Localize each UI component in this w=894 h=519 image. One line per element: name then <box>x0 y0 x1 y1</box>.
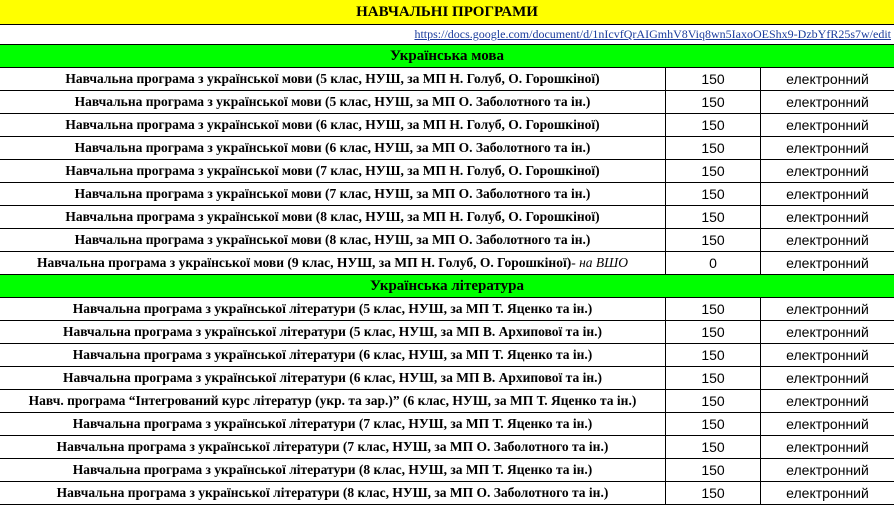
program-name-cell[interactable] <box>0 436 666 459</box>
table-row <box>0 367 894 390</box>
program-name-cell[interactable] <box>0 252 666 275</box>
table-row <box>0 206 894 229</box>
quantity-cell[interactable]: 150 <box>666 344 761 367</box>
quantity-cell[interactable]: 150 <box>666 160 761 183</box>
program-name: Навчальна програма з української мови (6 клас, НУШ, за МП О. Заболотного та ін.) <box>74 140 591 155</box>
program-name-cell[interactable] <box>0 413 666 436</box>
program-name: Навчальна програма з української мови (8 клас, НУШ, за МП О. Заболотного та ін.) <box>74 232 591 247</box>
format-cell[interactable]: електронний <box>761 206 894 229</box>
program-name-cell[interactable] <box>0 459 666 482</box>
quantity-cell[interactable]: 0 <box>666 252 761 275</box>
format-cell[interactable]: електронний <box>761 68 894 91</box>
program-name-cell[interactable] <box>0 298 666 321</box>
format-cell[interactable]: електронний <box>761 183 894 206</box>
format-cell[interactable]: електронний <box>761 137 894 160</box>
document-link[interactable]: https://docs.google.com/document/d/1nIcvfQrAIGmhV8Viq8wn5IaxoOEShx9-DzbYfR25s7w/edit <box>0 25 894 45</box>
program-name-cell[interactable] <box>0 482 666 505</box>
quantity-cell[interactable]: 150 <box>666 137 761 160</box>
format-cell[interactable]: електронний <box>761 367 894 390</box>
program-name: Навч. програма “Інтегрований курс літератур (укр. та зар.)” (6 клас, НУШ, за МП Т. Яценко та ін.) <box>28 393 637 408</box>
table-row <box>0 160 894 183</box>
program-name: Навчальна програма з української літератури (8 клас, НУШ, за МП О. Заболотного та ін.) <box>56 485 609 500</box>
table-row <box>0 321 894 344</box>
table-row <box>0 390 894 413</box>
program-name-cell[interactable] <box>0 183 666 206</box>
program-name: Навчальна програма з української мови (7 клас, НУШ, за МП Н. Голуб, О. Горошкіної) <box>65 163 600 178</box>
title-row <box>0 0 894 25</box>
format-cell[interactable]: електронний <box>761 298 894 321</box>
program-name-cell[interactable] <box>0 344 666 367</box>
table-row <box>0 413 894 436</box>
program-name-cell[interactable] <box>0 229 666 252</box>
table-row <box>0 137 894 160</box>
program-name: Навчальна програма з української літератури (5 клас, НУШ, за МП Т. Яценко та ін.) <box>72 301 593 316</box>
format-cell[interactable]: електронний <box>761 413 894 436</box>
program-name: Навчальна програма з української мови (9 клас, НУШ, за МП Н. Голуб, О. Горошкіної) <box>36 255 572 270</box>
quantity-cell[interactable]: 150 <box>666 459 761 482</box>
format-cell[interactable]: електронний <box>761 91 894 114</box>
format-cell[interactable]: електронний <box>761 114 894 137</box>
quantity-cell[interactable]: 150 <box>666 390 761 413</box>
quantity-cell[interactable]: 150 <box>666 321 761 344</box>
format-cell[interactable]: електронний <box>761 160 894 183</box>
section-title: Українська мова <box>0 45 894 68</box>
table-row <box>0 114 894 137</box>
program-name-cell[interactable] <box>0 114 666 137</box>
program-name-cell[interactable] <box>0 68 666 91</box>
program-name: Навчальна програма з української літератури (5 клас, НУШ, за МП В. Архипової та ін.) <box>63 324 602 339</box>
program-name-cell[interactable] <box>0 206 666 229</box>
format-cell[interactable]: електронний <box>761 252 894 275</box>
program-name: Навчальна програма з української літератури (8 клас, НУШ, за МП Т. Яценко та ін.) <box>72 462 593 477</box>
table-row <box>0 229 894 252</box>
quantity-cell[interactable]: 150 <box>666 413 761 436</box>
program-name: Навчальна програма з української мови (5 клас, НУШ, за МП О. Заболотного та ін.) <box>74 94 591 109</box>
program-name: Навчальна програма з української мови (8 клас, НУШ, за МП Н. Голуб, О. Горошкіної) <box>65 209 600 224</box>
program-name-cell[interactable] <box>0 321 666 344</box>
format-cell[interactable]: електронний <box>761 229 894 252</box>
quantity-cell[interactable]: 150 <box>666 367 761 390</box>
table-row <box>0 252 894 275</box>
section-title: Українська література <box>0 275 894 298</box>
program-name: Навчальна програма з української мови (5 клас, НУШ, за МП Н. Голуб, О. Горошкіної) <box>65 71 600 86</box>
quantity-cell[interactable]: 150 <box>666 229 761 252</box>
quantity-cell[interactable]: 150 <box>666 298 761 321</box>
quantity-cell[interactable]: 150 <box>666 436 761 459</box>
program-name-cell[interactable] <box>0 160 666 183</box>
format-cell[interactable]: електронний <box>761 321 894 344</box>
program-name: Навчальна програма з української мови (7 клас, НУШ, за МП О. Заболотного та ін.) <box>74 186 591 201</box>
program-name: Навчальна програма з української мови (6 клас, НУШ, за МП Н. Голуб, О. Горошкіної) <box>65 117 600 132</box>
program-name: Навчальна програма з української літератури (7 клас, НУШ, за МП Т. Яценко та ін.) <box>72 416 593 431</box>
link-row <box>0 25 894 45</box>
program-name: Навчальна програма з української літератури (7 клас, НУШ, за МП О. Заболотного та ін.) <box>56 439 609 454</box>
quantity-cell[interactable]: 150 <box>666 91 761 114</box>
program-name: Навчальна програма з української літератури (6 клас, НУШ, за МП В. Архипової та ін.) <box>63 370 602 385</box>
section-header-row <box>0 45 894 68</box>
page-title: НАВЧАЛЬНІ ПРОГРАМИ <box>0 0 894 25</box>
program-note: - на ВШО <box>571 255 628 270</box>
quantity-cell[interactable]: 150 <box>666 482 761 505</box>
table-row <box>0 344 894 367</box>
program-name-cell[interactable] <box>0 367 666 390</box>
table-row <box>0 459 894 482</box>
program-name-cell[interactable] <box>0 137 666 160</box>
table-row <box>0 68 894 91</box>
section-header-row <box>0 275 894 298</box>
format-cell[interactable]: електронний <box>761 459 894 482</box>
format-cell[interactable]: електронний <box>761 436 894 459</box>
format-cell[interactable]: електронний <box>761 390 894 413</box>
quantity-cell[interactable]: 150 <box>666 183 761 206</box>
quantity-cell[interactable]: 150 <box>666 114 761 137</box>
format-cell[interactable]: електронний <box>761 344 894 367</box>
table-row <box>0 91 894 114</box>
table-row <box>0 183 894 206</box>
table-row <box>0 298 894 321</box>
program-name-cell[interactable] <box>0 390 666 413</box>
program-name: Навчальна програма з української літератури (6 клас, НУШ, за МП Т. Яценко та ін.) <box>72 347 593 362</box>
table-row <box>0 482 894 505</box>
table-row <box>0 436 894 459</box>
quantity-cell[interactable]: 150 <box>666 206 761 229</box>
program-name-cell[interactable] <box>0 91 666 114</box>
quantity-cell[interactable]: 150 <box>666 68 761 91</box>
format-cell[interactable]: електронний <box>761 482 894 505</box>
